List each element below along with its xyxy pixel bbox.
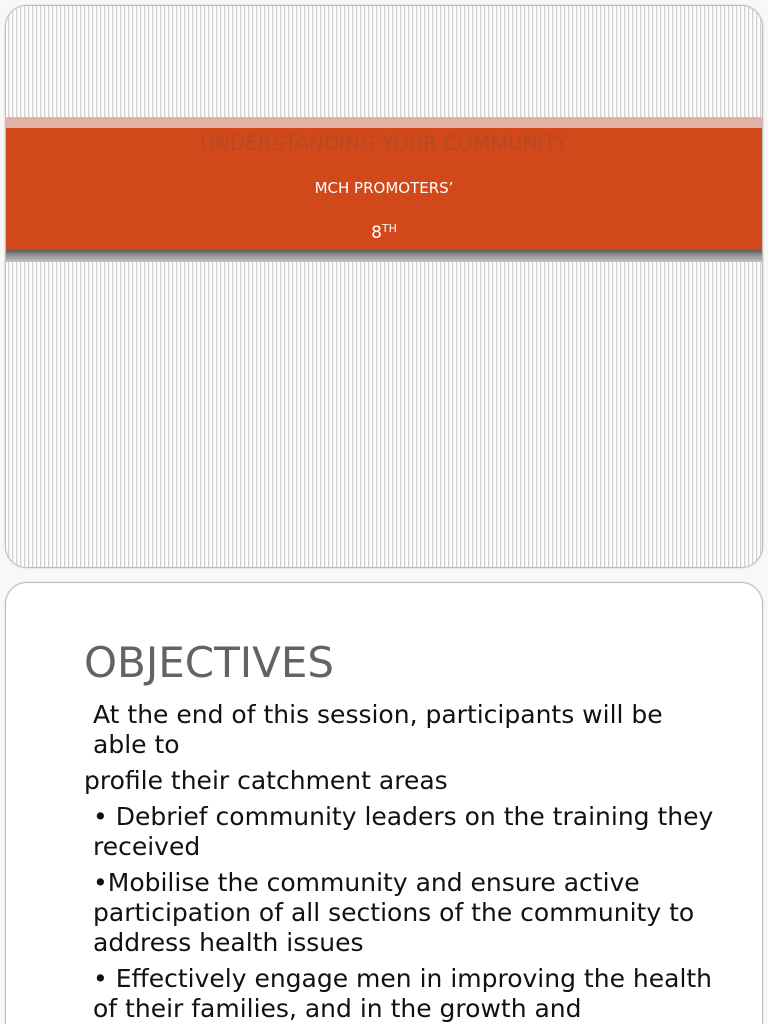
objective-line: At the end of this session, participants will be <box>93 700 663 729</box>
objective-line: • Effectively engage men in improving the health <box>93 964 713 993</box>
title-band-shadow <box>6 250 762 262</box>
objectives-heading: OBJECTIVES <box>84 638 335 687</box>
objective-item <box>6 868 746 958</box>
objective-line: •Mobilise the community and ensure active <box>93 868 640 897</box>
title-band-accent-strip <box>6 117 762 128</box>
objective-line: received <box>93 832 201 861</box>
title-band <box>6 128 762 250</box>
objective-item <box>6 802 746 862</box>
objective-item <box>6 766 746 796</box>
objective-item <box>6 964 746 1024</box>
objective-line: address health issues <box>93 928 364 957</box>
objective-line: of their families, and in the growth and <box>93 994 582 1023</box>
slide-2 <box>5 582 763 1024</box>
date-suffix: TH <box>381 222 397 235</box>
objective-line: • Debrief community leaders on the training they <box>93 802 714 831</box>
objective-line: profile their catchment areas <box>84 766 448 795</box>
slide-date <box>6 222 762 243</box>
objective-line: able to <box>93 730 180 759</box>
striped-background <box>6 6 762 567</box>
slide-subtitle: MCH PROMOTERS’ <box>314 179 454 197</box>
date-number: 8 <box>371 223 382 243</box>
objectives-body <box>6 700 746 1024</box>
slide-1 <box>5 5 763 568</box>
slide-title: UNDERSTANDING YOUR COMMUNITY <box>200 131 568 155</box>
objective-line: participation of all sections of the community to <box>93 898 695 927</box>
objective-intro <box>6 700 746 760</box>
